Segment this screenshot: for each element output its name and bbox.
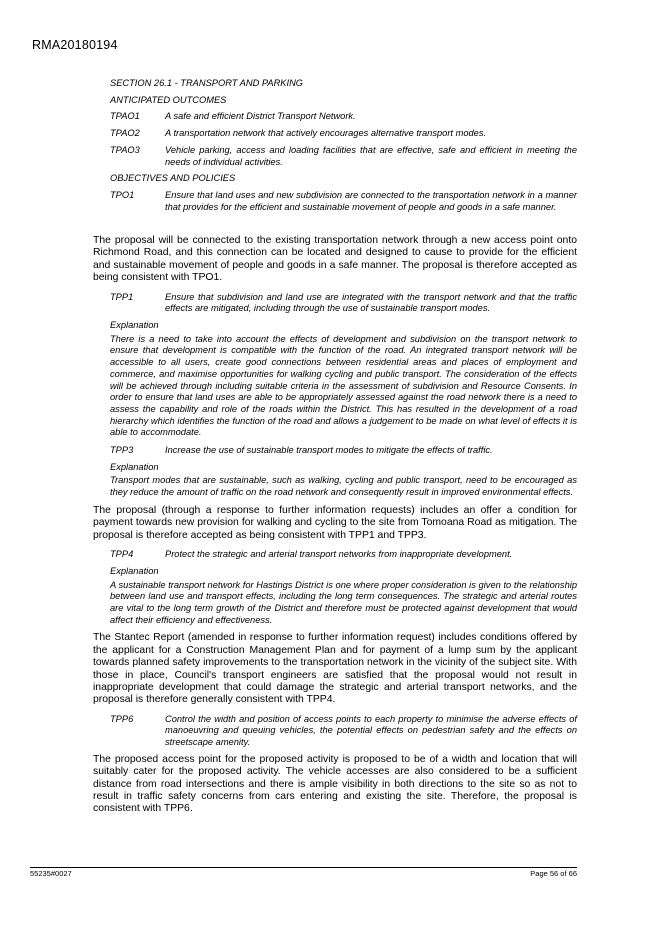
tpp3-explanation: Transport modes that are sustainable, such as walking, cycling and public transport, need to be encouraged as they reduce the amount of traffic on the road network and consequently result in improved environmental effects.: [110, 475, 577, 498]
footer-document-id: 55235#0027: [30, 869, 72, 878]
explanation-heading: Explanation: [110, 320, 159, 331]
policy-tpp1: [110, 292, 577, 315]
section-title: SECTION 26.1 - TRANSPORT AND PARKING: [110, 78, 304, 88]
policy-tpp6: [110, 714, 577, 749]
objective-text: Ensure that land uses and new subdivision are connected to the transportation network in a manner that provides for the efficient and sustainable movement of people and goods in a safe manner.: [165, 189, 577, 212]
outcome-tpao2: [110, 128, 577, 140]
outcome-code: TPAO3: [110, 144, 140, 155]
outcome-text: Vehicle parking, access and loading facilities that are effective, safe and efficient in meeting the needs of individual activities.: [165, 144, 577, 167]
outcome-code: TPAO2: [110, 128, 140, 139]
outcome-code: TPAO1: [110, 111, 140, 122]
tpp1-explanation: There is a need to take into account the effects of development and subdivision on the transport network to ensure that development is compatible with the function of the road. An integrated transport network will be accessible to all users, create good connections between residential areas and places of employment and commerce, and maximise opportunities for walking cycling and public transport. The consideration of the effects will be achieved through including suitable criteria in the assessment of subdivision and Resource Consents. In order to ensure that land uses are able to be appropriately assessed against the road network there is a need to assess the capability and role of the roads within the District. This has resulted in the development of a road hierarchy which identifies the function of the road and allows a judgement to be made on what level of effects it is able to accommodate.: [110, 333, 577, 438]
policy-code: TPP4: [110, 549, 134, 560]
policy-text: Control the width and position of access points to each property to minimise the adverse effects of manoeuvring and queuing vehicles, the potential effects on pedestrian safety and the effects on streetscape amenity.: [165, 713, 577, 748]
assessment-paragraph-3: The Stantec Report (amended in response to further information request) includes conditions offered by the applicant for a Construction Management Plan and for payment of a lump sum by the applicant towards planned safety improvements to the transportation network in the vicinity of the subject site. With those in place, Council's transport engineers are satisfied that the proposal would not result in inappropriate development that could damage the strategic and arterial transport networks, and the proposal is therefore generally consistent with TPP4.: [93, 632, 577, 706]
explanation-heading: Explanation: [110, 461, 159, 472]
document-reference: RMA20180194: [32, 38, 118, 52]
policy-text: Protect the strategic and arterial transport networks from inappropriate development.: [165, 549, 513, 560]
policy-text: Ensure that subdivision and land use are integrated with the transport network and that the traffic effects are mitigated, including through the use of sustainable transport modes.: [165, 291, 577, 314]
policy-code: TPP1: [110, 291, 134, 302]
policy-text: Increase the use of sustainable transport modes to mitigate the effects of traffic.: [165, 445, 493, 456]
outcome-text: A transportation network that actively encourages alternative transport modes.: [165, 128, 487, 139]
policy-tpp3: [110, 445, 577, 457]
explanation-heading: Explanation: [110, 565, 159, 576]
page-content: [93, 78, 577, 218]
objective-tpo1: [110, 190, 577, 213]
tpp4-explanation: A sustainable transport network for Hastings District is one where proper consideration is given to the relationship between land use and transport effects, including the long term consequences. The strategic and arterial routes are vital to the long term growth of the District and therefore must be protected against development that would affect their efficiency and effectiveness.: [110, 579, 577, 625]
assessment-paragraph-2: The proposal (through a response to further information requests) includes an offer a condition for payment towards new provision for walking and cycling to the site from Tomoana Road as mitigation. The proposal is therefore accepted as being consistent with TPP1 and TPP3.: [93, 504, 577, 541]
footer-page-number: Page 56 of 66: [530, 869, 577, 878]
outcome-tpao1: [110, 111, 577, 123]
objectives-policies-heading: OBJECTIVES AND POLICIES: [110, 173, 236, 184]
policy-tpp4: [110, 549, 577, 561]
outcome-text: A safe and efficient District Transport Network.: [165, 111, 356, 122]
assessment-body: [93, 235, 577, 823]
footer-rule: [30, 867, 577, 868]
assessment-paragraph-1: The proposal will be connected to the existing transportation network through a new access point onto Richmond Road, and this connection can be located and designed to cause to provide for the efficient and sustainable movement of people and goods in a safe manner. The proposal is therefore accepted as being consistent with TPO1.: [93, 235, 577, 284]
policy-code: TPP6: [110, 713, 134, 724]
anticipated-outcomes-heading: ANTICIPATED OUTCOMES: [110, 94, 227, 105]
assessment-paragraph-4: The proposed access point for the proposed activity is proposed to be of a width and location that will suitably cater for the proposed activity. The vehicle accesses are also considered to be a sufficient distance from road intersections and there is ample visibility in both directions to the site so as not to result in traffic safety concerns from cars entering and existing the site. Therefore, the proposal is consistent with TPP6.: [93, 753, 577, 815]
policy-code: TPP3: [110, 445, 134, 456]
outcome-tpao3: [110, 145, 577, 168]
objective-code: TPO1: [110, 189, 135, 200]
